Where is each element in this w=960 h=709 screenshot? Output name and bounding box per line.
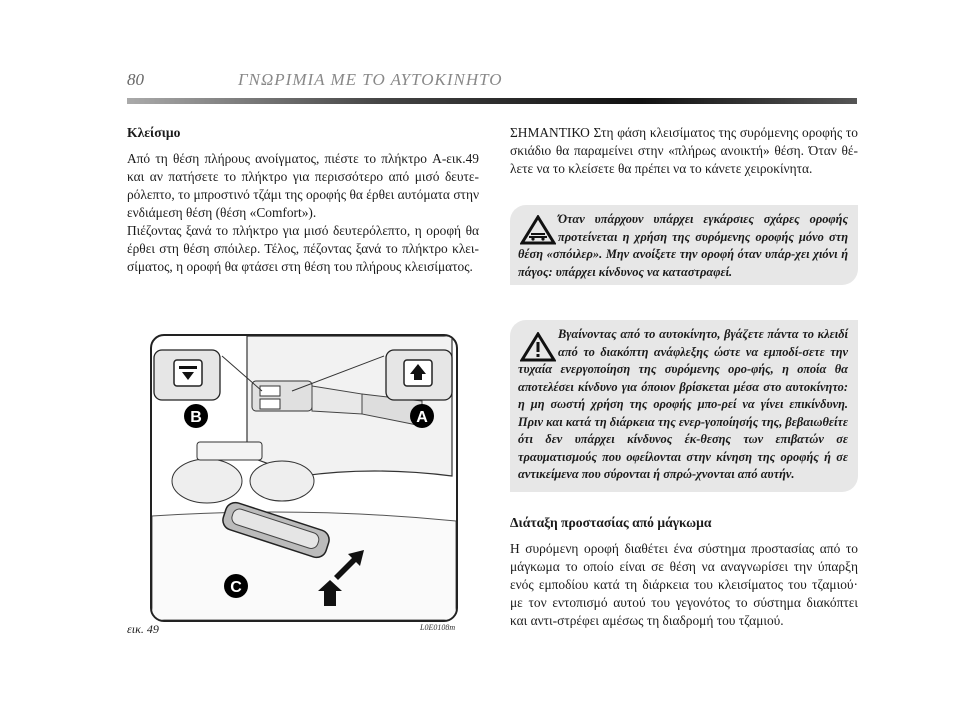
closing-paragraph-1: Από τη θέση πλήρους ανοίγματος, πιέστε το πλήκτρο A-εικ.49 και αν πατήσετε το πλήκτρο για περισσότερο από μισό δευτε-ρόλεπτο, το μπροστινό τζάμι της οροφής θα έρθει αυτόματα στην ενδιάμεση θέση (θέση «Comfort»). bbox=[127, 151, 479, 220]
left-column bbox=[127, 124, 479, 276]
figure-code: L0E0108m bbox=[420, 623, 456, 632]
section-heading-closing: Κλείσιμο bbox=[127, 125, 181, 140]
warning-box-key bbox=[510, 320, 858, 492]
important-note bbox=[510, 124, 858, 178]
label-b: B bbox=[190, 409, 202, 426]
roof-console-illustration bbox=[152, 336, 456, 620]
label-a: A bbox=[416, 409, 428, 426]
figure-49 bbox=[150, 334, 458, 622]
header-rule bbox=[127, 98, 857, 104]
warning-text-1 bbox=[518, 211, 848, 281]
section-heading-anti-pinch: Διάταξη προστασίας από μάγκωμα bbox=[510, 515, 712, 530]
page-number: 80 bbox=[127, 70, 144, 89]
warning-box-roof-racks bbox=[510, 205, 858, 285]
figure-caption: εικ. 49 bbox=[127, 622, 159, 636]
warning-text-2-content: Βγαίνοντας από το αυτοκίνητο, βγάζετε πάντα το κλειδί από το διακόπτη ανάφλεξης ώστε να εμποδί-σετε την τυχαία ενεργοποίηση της συρόμενης ορο-φής, η οποία θα αποτελέσει κίνδυνο για όποιον βρίσκεται μέσα στο αυτοκίνητο: η μη σωστή χρήση της οροφής μπο-ρεί να γίνει επικίνδυνη. Πριν και κατά τη διάρκεια της ενερ-γοποίησής της, βεβαιωθείτε ότι δεν υπάρχει κίνδυνος έκ-θεσης των επιβατών σε τραυματισμούς που οφείλονται στην κίνηση της οροφής ή σε αντικείμενα που σύρονται ή σπρώ-χνονται από αυτήν. bbox=[518, 327, 848, 481]
important-paragraph: ΣΗΜΑΝΤΙΚΟ Στη φάση κλεισίματος της συρόμενης οροφής το σκιάδιο θα παραμείνει στην «πλήρως ανοικτή» θέση. Όταν θέ-λετε να το κλείσετε θα πρέπει να το κάνετε χειροκίνητα. bbox=[510, 125, 858, 176]
anti-pinch-paragraph: Η συρόμενη οροφή διαθέτει ένα σύστημα προστασίας από το μάγκωμα το οποίο είναι σε θέση να αναγνωρίσει την ύπαρξη ενός εμποδίου κατά τη διάρκεια του κλεισίματος του τζαμιού· με τον εντοπισμό αυτού του γεγονότος το σύστημα διακόπτει και αντι-στρέφει αμέσως τη διαδρομή του τζαμιού. bbox=[510, 541, 858, 628]
closing-paragraph-2: Πιέζοντας ξανά το πλήκτρο για μισό δευτερόλεπτο, η οροφή θα έρθει στη θέση σπόιλερ. Τέλος, πέζοντας ξανά το πλήκτρο κλει-σίματος, η οροφή θα φτάσει στη θέση του πλήρους κλεισίματος. bbox=[127, 223, 479, 274]
warning-text-2 bbox=[518, 326, 848, 484]
warning-text-1-content: Όταν υπάρχουν υπάρχει εγκάρσιες σχάρες οροφής προτείνεται η χρήση της συρόμενης οροφής μόνο στη θέση «σπόιλερ». Μην ανοίξετε την οροφή όταν υπάρ-χει χιόνι ή πάγος: υπάρχει κίνδυνος να καταστραφεί. bbox=[518, 212, 848, 279]
label-c: C bbox=[230, 579, 242, 596]
anti-pinch-section bbox=[510, 514, 858, 630]
running-title: ΓΝΩΡΙΜΙΑ ΜΕ ΤΟ ΑΥΤΟΚΙΝΗΤΟ bbox=[238, 70, 503, 89]
